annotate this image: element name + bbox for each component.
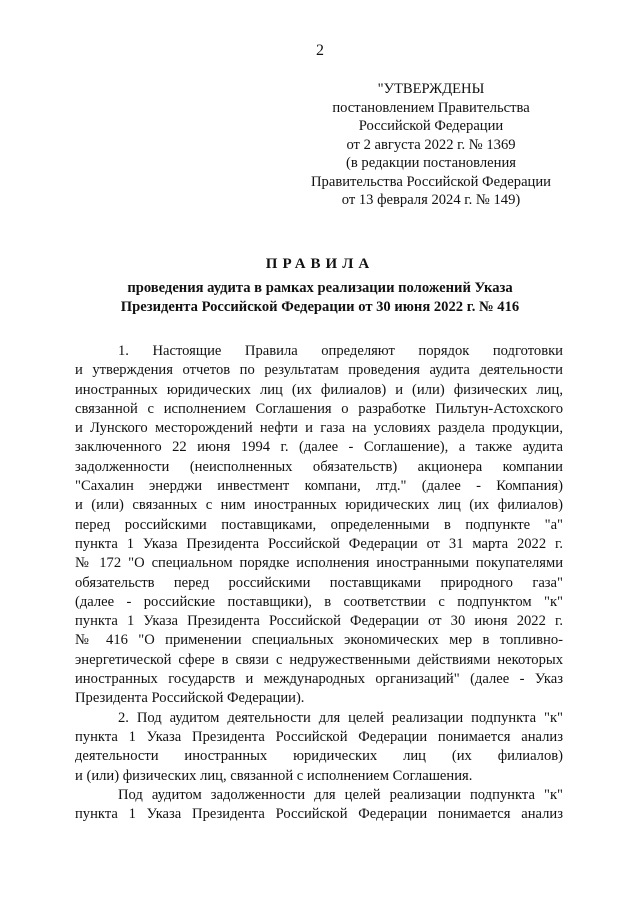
approval-line: постановлением Правительства bbox=[332, 99, 530, 116]
paragraph-1-line: заключенного 22 июня 1994 г. (далее - Соглашение), а также аудита bbox=[75, 439, 563, 456]
paragraph-1-line: связанной с исполнением Соглашения о разработке Пильтун-Астохского bbox=[75, 400, 563, 417]
paragraph-1-line: "Сахалин энерджи инвестмент компани, лтд." (далее - Компания) bbox=[75, 478, 563, 495]
paragraph-1-line: задолженности (неисполненных обязательств) акционера компании bbox=[75, 458, 563, 475]
document-subtitle bbox=[70, 279, 570, 317]
approval-line: "УТВЕРЖДЕНЫ bbox=[377, 81, 485, 97]
paragraph-1-line: и Лунского месторождений нефти и газа на условиях раздела продукции, bbox=[75, 420, 563, 437]
paragraph-2-line: и (или) физических лиц, связанной с исполнением Соглашения. bbox=[75, 767, 473, 784]
paragraph-1-line: иностранных государств и международных организаций" (далее - Указ bbox=[75, 671, 563, 688]
paragraph-1-line: и утверждения отчетов по результатам проведения аудита деятельности bbox=[75, 362, 563, 379]
paragraph-1-line: 1. Настоящие Правила определяют порядок подготовки bbox=[118, 343, 563, 359]
body-text bbox=[75, 342, 563, 824]
paragraph-2-line: 2. Под аудитом деятельности для целей реализации подпункта "к" bbox=[118, 709, 563, 726]
paragraph-1-line: пункта 1 Указа Президента Российской Федерации от 31 марта 2022 г. bbox=[75, 535, 563, 552]
approval-line: (в редакции постановления bbox=[346, 155, 516, 171]
subtitle-line: Президента Российской Федерации от 30 июня 2022 г. № 416 bbox=[120, 299, 520, 315]
paragraph-1-line: № 416 "О применении специальных экономических мер в топливно- bbox=[75, 632, 563, 649]
approval-line: от 13 февраля 2024 г. № 149) bbox=[341, 192, 521, 208]
approval-line: от 2 августа 2022 г. № 1369 bbox=[346, 136, 516, 153]
paragraph-2-line: пункта 1 Указа Президента Российской Федерации понимается анализ bbox=[75, 728, 563, 745]
paragraph-3-line: пункта 1 Указа Президента Российской Федерации понимается анализ bbox=[75, 806, 563, 823]
paragraph-2-line: деятельности иностранных юридических лиц (их филиалов) bbox=[75, 748, 563, 765]
paragraph-1-line: пункта 1 Указа Президента Российской Федерации от 30 июня 2022 г. bbox=[75, 613, 563, 630]
paragraph-1-line: перед российскими поставщиками, определенными в подпункте "а" bbox=[75, 516, 563, 533]
paragraph-1-line: иностранных юридических лиц (их филиалов) и (или) физических лиц, bbox=[75, 381, 563, 398]
paragraph-1-line: и (или) связанных с ним иностранных юридических лиц (их филиалов) bbox=[75, 497, 563, 514]
paragraph-1-line: № 172 "О специальном порядке исполнения иностранными покупателями bbox=[75, 555, 563, 572]
document-title: ПРАВИЛА bbox=[265, 256, 375, 272]
approval-line: Правительства Российской Федерации bbox=[311, 173, 551, 190]
paragraph-1-line: Президента Российской Федерации). bbox=[75, 690, 305, 707]
paragraph-3-line: Под аудитом задолженности для целей реализации подпункта "к" bbox=[118, 786, 563, 803]
paragraph-1-line: обязательств перед российскими поставщиками природного газа" bbox=[75, 574, 563, 591]
paragraph-1-line: (далее - российские поставщики), в соответствии с подпунктом "к" bbox=[75, 593, 563, 610]
approval-line: Российской Федерации bbox=[358, 118, 504, 134]
paragraph-1-line: энергетической сфере в связи с недружественными действиями некоторых bbox=[75, 651, 563, 668]
subtitle-line: проведения аудита в рамках реализации положений Указа bbox=[127, 280, 513, 296]
approval-stamp bbox=[300, 80, 562, 210]
page-number: 2 bbox=[316, 42, 324, 59]
